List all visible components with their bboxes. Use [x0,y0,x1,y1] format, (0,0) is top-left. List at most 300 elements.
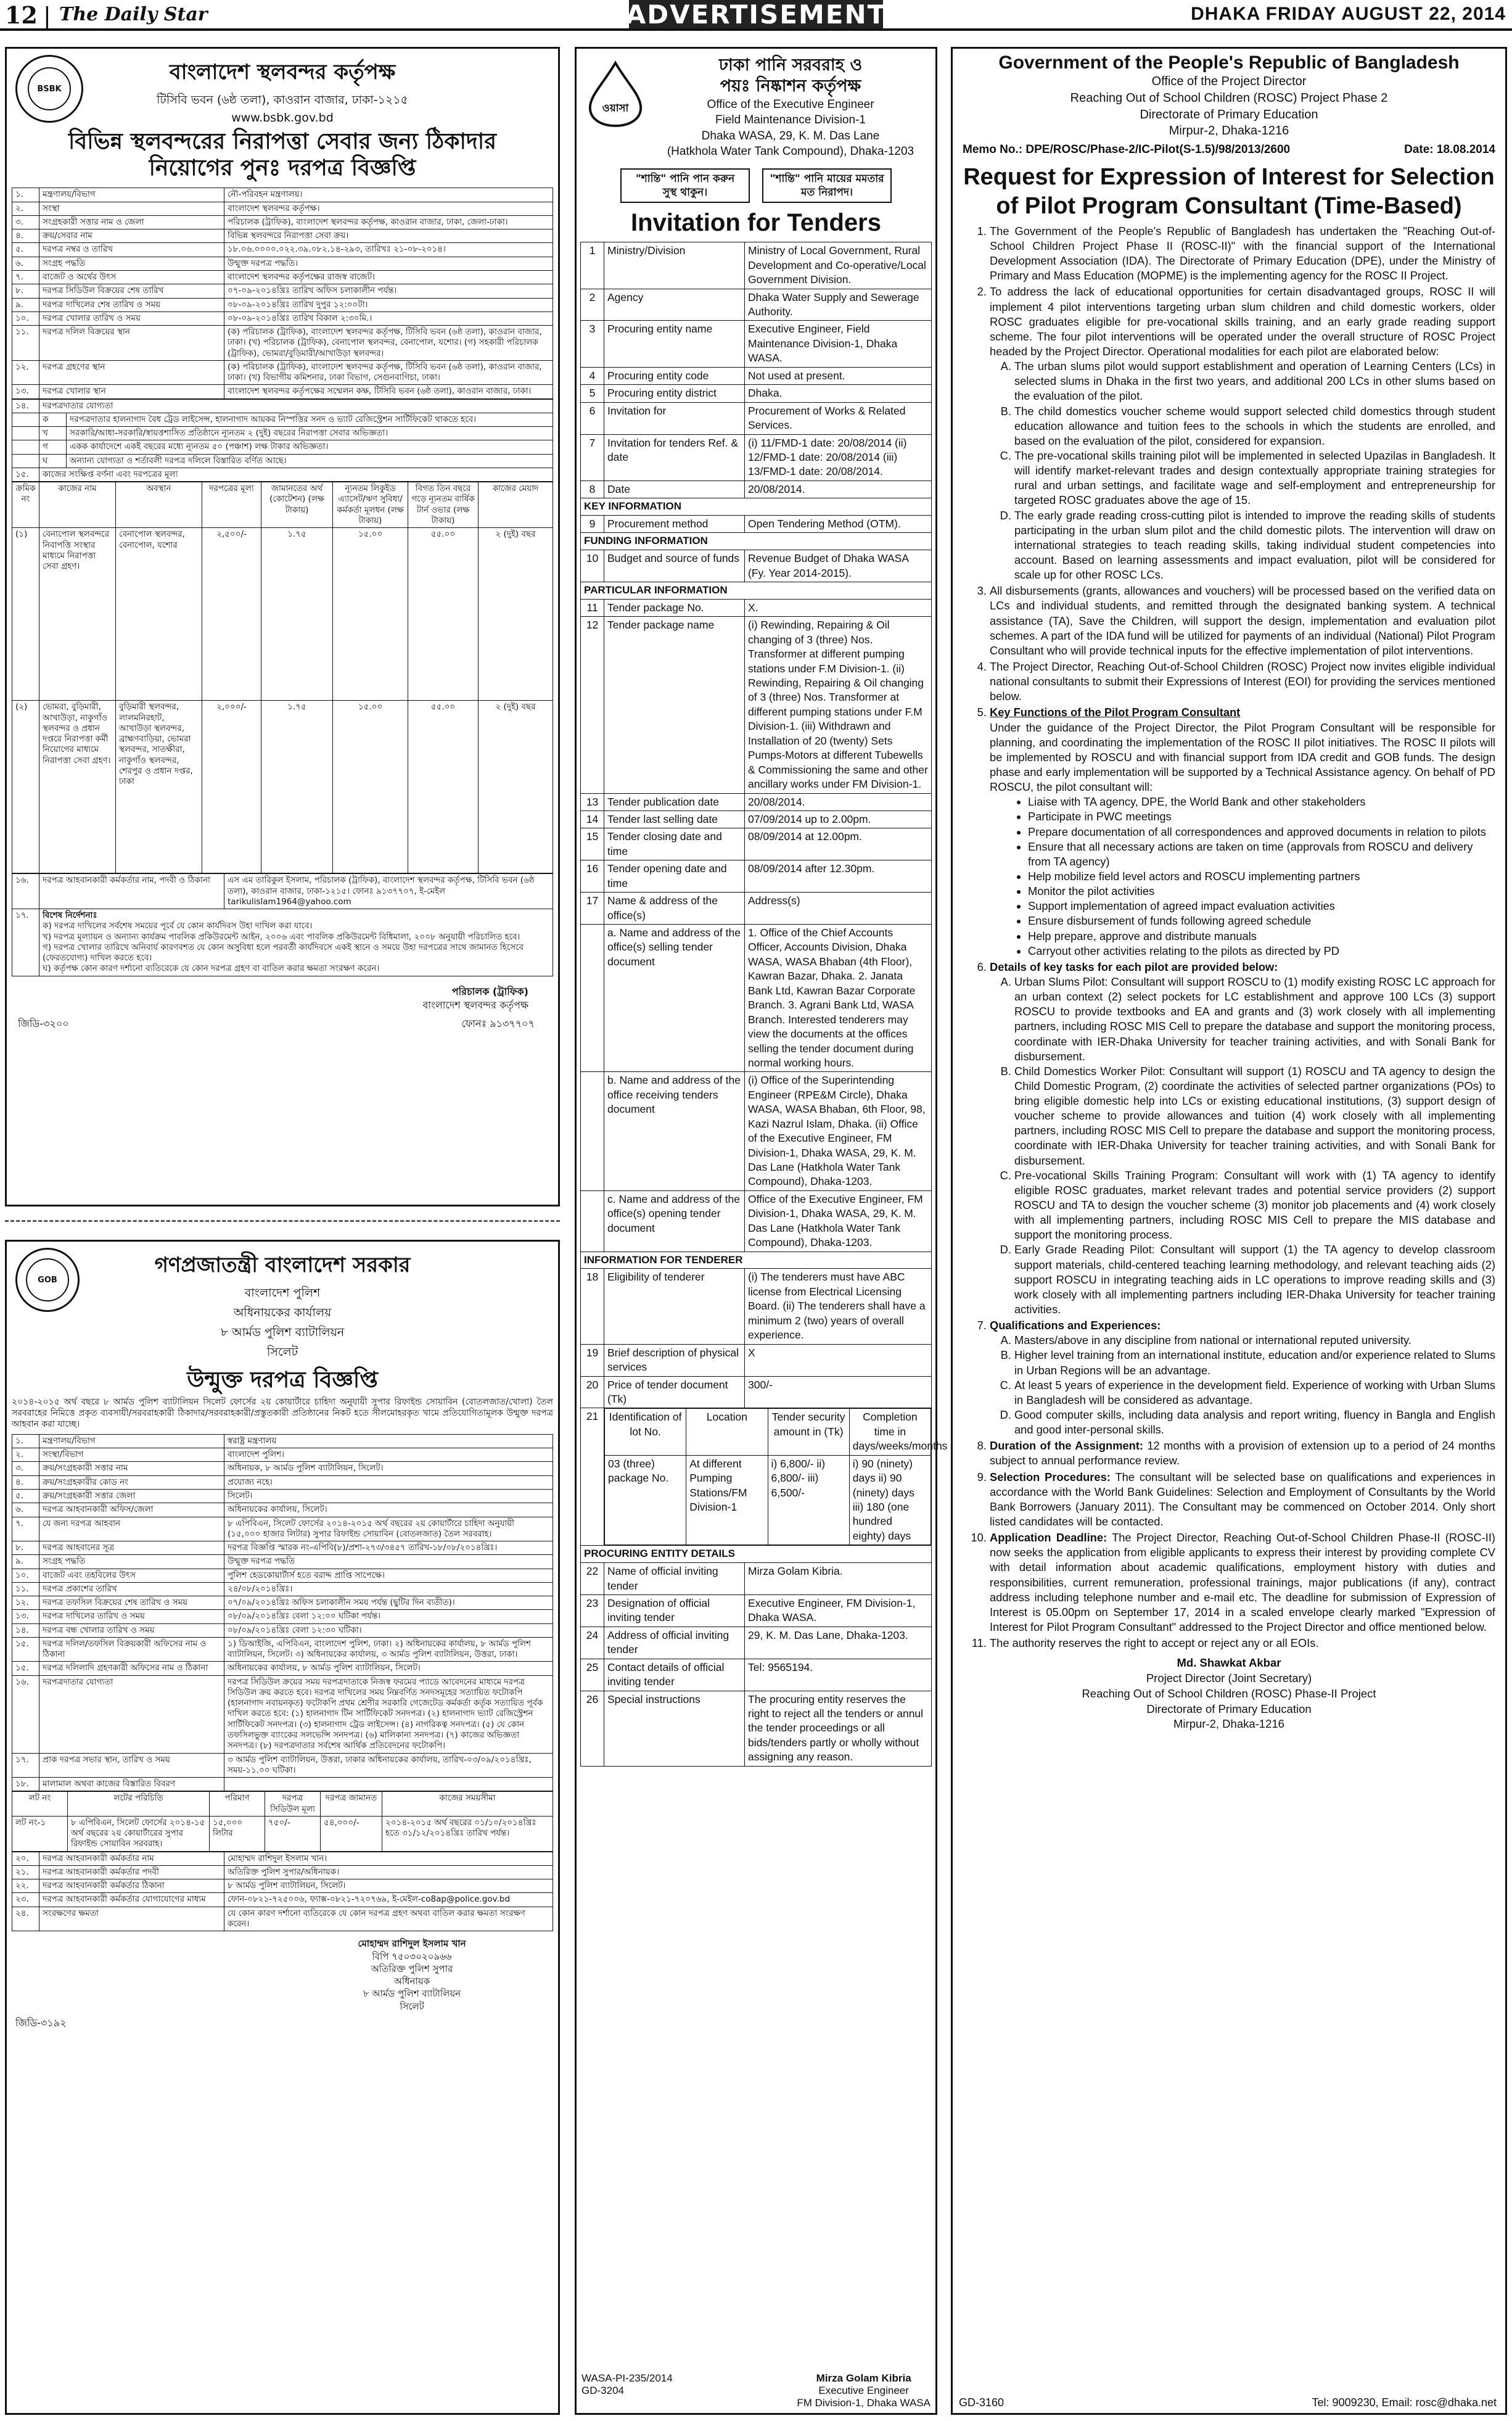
wasa-lot-cell: i) 90 (ninety) days ii) 90 (ninety) days iii) 180 (one hundred eighty) days [849,1455,931,1545]
eoi-p5-bullet: • Help prepare, approve and distribute manuals [1028,929,1495,944]
police-unit: ৮ আর্মড পুলিশ ব্যাটালিয়ন [220,1326,345,1339]
bsbk-row-cell: বাংলাদেশ স্থলবন্দর কর্তৃপক্ষ। [224,202,553,215]
wasa-row-num: 16 [581,860,604,893]
bsbk-row-cell: বিভিন্ন স্থলবন্দরে নিরাপত্তা সেবা ক্রয়। [224,229,553,243]
police-row-cell: ৮ এপিবিএন, সিলেট ফোর্সের ২০১৪-২০১৫ অর্থ বছরের ২য় কোয়ার্টারে চাহিদা অনুযায়ী (১৫,০০০ হাজার লিটার) সুপার রিফাইন্ড সোয়াবিন (বোতলজাত) তৈল সরবরাহ। [224,1517,553,1541]
wasa-row [581,599,932,616]
wasa-row-num: 17 [581,893,604,925]
bsbk-row-cell: ৪. [12,229,39,243]
wasa-lot-cell: 03 (three) package No. [605,1455,686,1545]
police-row-cell: ক্রয়/সংগ্রহকারী সত্তার জেলা [39,1489,224,1503]
wasa-row-num: 15 [581,828,604,860]
bsbk-lot-cell: (১) [12,528,39,701]
wasa-row-num: 25 [581,1659,604,1691]
wasa-row-val: Ministry of Local Government, Rural Development and Co-operative/Local Government Division. [745,242,932,289]
bsbk-lot-cell: ভোমরা, বুড়িমারী, আখাউড়া, নাকুগাঁও স্থলবন্দর ও প্রধান দপ্তরে নিরাপত্তা কর্মী নিয়োগের মাধ্যমে নিরাপত্তা সেবা গ্রহণ। [39,701,116,873]
police-row2-cell: দরপত্র আহবানকারী কর্মকর্তার পদবী [39,1865,224,1879]
bsbk-row-cell: পরিচালক (ট্রাফিক), বাংলাদেশ স্থলবন্দর কর্তৃপক্ষ, কাওরান বাজার, ঢাকা, জেলা-ঢাকা। [224,215,553,229]
bsbk-elig-cell: একক কার্যাদেশে একই বছরের মধ্যে ন্যূনতম ৫০ (পঞ্চাশ) লক্ষ টাকার অভিজ্ঞতা। [67,440,553,454]
police-row-cell: ৩. [12,1462,39,1475]
wasa-row-key: Eligibility of tenderer [604,1269,745,1344]
eoi-para-5: 5. Key Functions of the Pilot Program Consultant Under the guidance of the Project Director, the Pilot Program Consultant will be responsible for planning, and coordinating the implementation of the ROSC II pilot initiatives. The ROSC II pilots will be implemented by ROSCU and with financial support from IDA credit and GOB funds. The design phase and early implementation will be supported by a Technical Assistance agency. On behalf of PD ROSCU, the pilot consultant will: • Liaise with TA agency, DPE, the World Bank and other stakeholders • Participate in PWC meetings • Prepare documentation of all correspondences and approved documents in relation to pilots • Ensure that all necessary actions are taken on time (approvals from ROSCU and delivery from TA agency) • Help mobilize field level actors and ROSCU implementing partners • Monitor the pilot activities • Support implementation of agreed impact evaluation activities • Ensure disbursement of funds following agreed schedule • Help prepare, approve and distribute manuals • Carryout other activities relating to the pilots as directed by PD [990,705,1495,958]
bsbk-row-cell: ১০. [12,311,39,325]
wasa-drop-logo-icon [585,60,646,129]
eoi-sig-line: Md. Shawkat Akbar [1177,1656,1281,1670]
bsbk-title-2: নিয়োগের পুনঃ দরপত্র বিজ্ঞপ্তি [149,155,416,181]
police-row-cell: অধিনায়ক, ৮ আর্মড পুলিশ ব্যাটালিয়ন, সিলেট। [224,1462,553,1475]
wasa-en-line: Field Maintenance Division-1 [715,113,866,127]
wasa-row-val: (i) Rewinding, Repairing & Oil changing of 3 (three) Nos. Transformer at different pumping stations under F.M Division-1. (ii) Rewinding, Repairing & Oil changing of 3 (three) Nos. Transformer at different pumping stations under F.M Division-1. (iii) Withdrawn and Installation of 20 (twenty) Sets Pumps-Motors at different Tubewells & Commissioning the same and other ancillary works under FM Division-1. [745,617,932,793]
bsbk-lot-header: কাজের নাম [39,482,116,528]
page-number: 12 [5,1,38,29]
bsbk-row-cell: বাজেট ও অর্থের উৎস [39,270,224,284]
bsbk-row-cell: ০৮-০৯-২০১৪খ্রিঃ তারিখ দুপুর ১২:০০টা। [224,298,553,311]
bsbk-row-cell: ২. [12,202,39,215]
wasa-row-val: (i) 11/FMD-1 date: 20/08/2014 (ii) 12/FMD-1 date: 20/08/2014 (iii) 13/FMD-1 date: 20/08/2014. [745,434,932,480]
bsbk-row-cell: সংগ্রহকারী সত্তার নাম ও জেলা [39,215,224,229]
wasa-section-label: FUNDING INFORMATION [581,533,932,550]
bsbk-note: ঘ) কর্তৃপক্ষ কোন কারণ দর্শানো ব্যতিরেকে যে কোন দরপত্র গ্রহণ বা বাতিল করার ক্ষমতা সংরক্ষণ করেন। [43,963,380,974]
bsbk-elig-cell [12,454,39,468]
wasa-row [581,550,932,582]
police-row-cell: উন্মুক্ত দরপত্র পদ্ধতি [224,1555,553,1569]
eoi-p5-bullet: • Ensure disbursement of funds following agreed schedule [1028,914,1495,928]
bsbk-lot-header: দরপত্রের মূল্য [202,482,261,528]
wasa-row-key: Invitation for [604,402,745,434]
wasa-row [581,1594,932,1627]
wasa-row-key: Tender package No. [604,599,745,616]
police-row-cell: ০৮/০৯/২০১৪খ্রিঃ বেলা ১২:০০ ঘটিকা পর্যন্ত। [224,1610,553,1623]
bsbk-row-cell: ১৩. [12,385,39,398]
masthead: The Daily Star [59,4,208,25]
bsbk-row-cell: সংস্থা [39,202,224,215]
bsbk-row-cell: ৯. [12,298,39,311]
police-row-cell: অধিনায়কের কার্যালয়, ৮ আর্মড পুলিশ ব্যাটালিয়ন, সিলেট। [224,1662,553,1675]
police-row2-cell: ২০. [12,1852,39,1865]
police-row-cell: ৪. [12,1475,39,1489]
bsbk-row [12,257,553,270]
bsbk-row-cell: উন্মুক্ত দরপত্র পদ্ধতি। [224,257,553,270]
police-row-cell: স্বরাষ্ট্র মন্ত্রণালয় [224,1434,553,1448]
bsbk-elig-row [12,454,553,468]
wasa-lot-vals [605,1455,931,1545]
bsbk-row [12,284,553,298]
eoi-office-line: Mirpur-2, Dhaka-1216 [1169,124,1289,138]
wasa-row [581,1691,932,1766]
eoi-p7-item: C. At least 5 years of experience in the development field. Experience of working with Urban Slums in Bangladesh will be considered as advantage. [1014,1378,1495,1408]
police-lot-cell: ৮ এপিবিএন, সিলেট ফোর্সের ২০১৪-১৫ অর্থ বছরের ২য় কোয়ার্টারের সুপার রিফাইন্ড সোয়াবিন সরবরাহ। [68,1816,210,1851]
wasa-row-num [581,1072,604,1191]
section-banner: ADVERTISEMENT [625,0,887,30]
bsbk-row-cell: ১. [12,188,39,202]
wasa-row-num: 12 [581,617,604,793]
police-row-cell: ০৮/০৯/২০১৪খ্রিঃ বেলা ১২:৩০ ঘটিকা। [224,1623,553,1637]
bsbk-elig-cell [12,413,39,426]
bsbk-elig-row [12,427,553,440]
eoi-p6-item: B. Child Domestics Worker Pilot: Consultant will support (1) ROSCU and TA agency to design the Child Domestic Program, (2) coordinate the activities of selected partner organizations (POs) to bring eligible domestic help into LCs or existing educational institutions, (3) support design of voucher scheme to provide allowances and tuition (4) work closely with all implementing partners, including ROSC MIS Cell to prepare the database and support the monitoring process, coordinate with IER-Dhaka University for teacher training activities, and with Sonali Bank for disbursement. [1014,1064,1495,1168]
wasa-row-key: a. Name and address of the office(s) selling tender document [604,925,745,1072]
police-row-cell: সংগ্রহ পদ্ধতি [39,1555,224,1569]
eoi-signature [963,1656,1495,1732]
wasa-lot-header: Identification of lot No. [605,1409,686,1455]
wasa-row-val: X. [745,599,932,616]
police-row2-cell: ২৪. [12,1907,39,1931]
wasa-row-num: 2 [581,289,604,321]
police-header [7,1242,558,1393]
bsbk-row-cell: দরপত্র গ্রহণের স্থান [39,360,224,385]
wasa-row-num: 20 [581,1376,604,1408]
police-row-cell: দরপত্র বিজ্ঞপ্তি স্মারক নং-এপিবি(৮)/প্রশা-২৭৩/৩৪৫৭ তারিখ-১৮/০৮/২০১৪খ্রিঃ। [224,1541,553,1555]
wasa-row-val: 300/- [745,1376,932,1408]
bsbk-row-cell: বাংলাদেশ স্থলবন্দর কর্তৃপক্ষের রাজস্ব বাজেট। [224,270,553,284]
bsbk-official-table: ১৬. দরপত্র আহবানকারী কর্মকর্তার নাম, পদবী ও ঠিকানা এস এম তারিকুল ইসলাম, পরিচালক (ট্রাফিক), বাংলাদেশ স্থলবন্দর কর্তৃপক্ষ, টিসিবি ভবন (৬ষ্ঠ তলা), কাওরান বাজার, ঢাকা-১২১৫। ফোনঃ ৯১৩৭৭০৭, ই-মেইল tarikulislam1964@yahoo.com ১৭. বিশেষ নির্দেশনাঃ ক) দরপত্র দাখিলের সর্বশেষ সময়ের পূর্বে যে কোন কার্যদিবস উহা দাখিল করা যাবে। খ) দরপত্র মূল্যায়ন ও অন্যান্য কার্যক্রম পাবলিক প্রকিউরমেন্ট আইন, ২০০৬ এবং পাবলিক প্রকিউরমেন্ট বিধিমালা, ২০০৮ অনুযায়ী পরিচালিত হবে। গ) দরপত্র খোলার তারিখে অনিবার্য কারণবশত যে কোন অসুবিধা হলে পরবর্তী কার্যদিবসে একই স্থানে ও সময়ে উহা দরপত্রের সাথে জামানত হিসেবে (ফেরতযোগ্য) দাখিল করতে হবে। ঘ) কর্তৃপক্ষ কোন কারণ দর্শানো ব্যতিরেকে যে কোন দরপত্র গ্রহণ বা বাতিল করার ক্ষমতা সংরক্ষণ করেন। [12,873,553,976]
eoi-title-1: Request for Expression of Interest for Selection [963,164,1495,191]
wasa-lot-header: Completion time in days/weeks/months [849,1409,931,1455]
police-row-cell: প্রাক দরপত্র সভার স্থান, তারিখ ও সময় [39,1753,224,1778]
bsbk-row-cell: ৩. [12,215,39,229]
wasa-row-21 [581,1408,932,1546]
wasa-subrow [581,1072,932,1191]
wasa-row-key: Designation of official inviting tender [604,1594,745,1627]
police-title: উন্মুক্ত দরপত্র বিজ্ঞপ্তি [187,1367,378,1393]
bsbk-row-cell: দরপত্র খোলার স্থান [39,385,224,398]
wasa-title: Invitation for Tenders [631,209,881,237]
eoi-p5-bullet: • Participate in PWC meetings [1028,809,1495,824]
police-row2-cell: দরপত্র আহবানকারী কর্মকর্তার নাম [39,1852,224,1865]
bsbk-row-cell: নৌ-পরিবহন মন্ত্রণালয়। [224,188,553,202]
police-gov: গণপ্রজাতন্ত্রী বাংলাদেশ সরকার [154,1253,411,1277]
wasa-section-label: PARTICULAR INFORMATION [581,582,932,600]
police-row2 [12,1879,553,1893]
wasa-lot-header: Tender security amount in (Tk) [768,1409,849,1455]
bsbk-elig-cell [12,427,39,440]
police-row2-cell: যে কোন কারণ দর্শানো ব্যতিরেকে যে কোন দরপত্র গ্রহণ অথবা বাতিল করার ক্ষমতা সংরক্ষণ করেন। [224,1907,553,1931]
wasa-sig-name: Mirza Golam Kibria [816,2372,911,2384]
police-row [12,1582,553,1596]
bsbk-lot-cell: (২) [12,701,39,873]
wasa-subrow [581,1190,932,1252]
police-dept: বাংলাদেশ পুলিশ [244,1286,321,1300]
eoi-tel[interactable]: Tel: 9009230, Email: rosc@dhaka.net [1312,2396,1497,2409]
bsbk-official-label: দরপত্র আহবানকারী কর্মকর্তার নাম, পদবী ও ঠিকানা [39,874,224,909]
bsbk-row-cell: ১১. [12,326,39,361]
bsbk-lot-cell: ১.৭৫ [261,701,333,873]
wasa-lot-head [605,1409,931,1455]
police-row [12,1778,553,1791]
bsbk-lot-cell: বেনাপোল স্থলবন্দর, বেনাপোল, যশোর [116,528,202,701]
wasa-row-val: 08/09/2014 at 12.00pm. [745,828,932,860]
bsbk-row-cell: ০৮-০৯-২০১৪খ্রিঃ তারিখ বিকাল ২:৩০মি.। [224,311,553,325]
bsbk-elig-cell: গ [39,440,67,454]
eoi-p2-item: A. The urban slums pilot would support establishment and operation of Learning Centers (LCs) in selected slums in Dhaka in the first two years, and additional 200 LCs in other slums based on the evaluation of the pilot. [1014,359,1495,403]
police-row2 [12,1893,553,1907]
bsbk-web[interactable]: www.bsbk.gov.bd [231,111,334,125]
column-divider [5,1220,560,1222]
page-header [0,0,1512,31]
bsbk-lot-header: কাজের মেয়াদ [479,482,553,528]
wasa-row-num: 6 [581,402,604,434]
bsbk-official-email[interactable]: tarikulislam1964@yahoo.com [228,896,351,907]
wasa-row-num: 14 [581,810,604,828]
wasa-section [581,1252,932,1269]
wasa-row [581,1376,932,1408]
eoi-office-line: Reaching Out of School Children (ROSC) Project Phase 2 [1070,91,1388,105]
bsbk-row-cell: মন্ত্রণালয়/বিভাগ [39,188,224,202]
wasa-row [581,1269,932,1344]
eoi-p6-item: D. Early Grade Reading Pilot: Consultant will support (1) the TA agency to develop classroom support materials, child-centered teaching learning methodology, and relevant teaching aids (2) support ROSCU in integrating teaching aids in LC operations to improve reading skills and (3) work closely with all implementing partners including IER-Dhaka University for teacher training activities. [1014,1242,1495,1317]
police-row-cell: ক্রয়/সংগ্রহকারীর কোড নং [39,1475,224,1489]
police-row-cell: ৯. [12,1555,39,1569]
police-row-cell: দরপত্র প্রকাশের তারিখ [39,1582,224,1596]
eoi-para-2: 2. To address the lack of educational opportunities for certain disadvantaged groups, ROSC II will implement 4 pilot interventions targeting urban slum children and child domestic workers, older ROSC graduates eligible for pre-vocational skills training, and an early grade reading support scheme. The four pilot interventions will be operated under the overall structure of ROSC Project headed by the Project Director. Operational modalities for each pilot are elaborated below: A. The urban slums pilot would support establishment and operation of Learning Centers (LCs) in selected slums in Dhaka in the first two years, and additional 200 LCs in other slums based on the evaluation of the pilot. B. The child domestics voucher scheme would support selected child domestics through student education allowance and tuition fees to the schools in which the students are enrolled, and based on the evaluation of the pilot, considered for expansion. C. The pre-vocational skills training pilot will be implemented in selected Upazilas in Bangladesh. It will identify market-relevant trades and design contextually appropriate training strategies for rural and urban settings, and facilitate wage and self-employment and entrepreneurship for targeted ROSC graduates above the age of 15. D. The early grade reading cross-cutting pilot is intended to improve the reading skills of students participating in the urban slum pilot and the child domestic pilots. The intervention will draw on international strategies to teach reading skills, taking individual student competencies into account. Based on learning assessments and impact evaluation, pilot will be considered for scale up for other ROSC LCs. [990,284,1495,582]
bsbk-seal-icon: BSBK [15,55,83,123]
police-row-cell: দরপত্র দলিলাদি গ্রহণকারী অফিসের নাম ও ঠিকানা [39,1662,224,1675]
eoi-date: Date: 18.08.2014 [1404,143,1495,157]
police-code: জিডি-৩১৯২ [15,2016,67,2029]
police-row [12,1541,553,1555]
bsbk-row-cell: ক্রয়/সেবার নাম [39,229,224,243]
police-row-cell: ১৪. [12,1623,39,1637]
police-row [12,1503,553,1517]
wasa-slogan-2: "শান্তি" পানি মায়ের মমতার মত নিরাপদ। [762,168,892,203]
wasa-row-key: Tender closing date and time [604,828,745,860]
wasa-row [581,289,932,321]
bsbk-code: জিডি-৩২০০ [18,1018,69,1030]
police-row [12,1662,553,1675]
police-ad [5,1240,560,2415]
wasa-lot-table [604,1408,948,1545]
wasa-row-num: 24 [581,1627,604,1659]
wasa-row-num: 11 [581,599,604,616]
bsbk-lot-header: ক্রমিক নং [12,482,39,528]
bsbk-header [7,49,558,181]
police-row-cell: ১৩. [12,1610,39,1623]
wasa-bn-1: ঢাকা পানি সরবরাহ ও [718,56,863,75]
wasa-row [581,242,932,289]
wasa-row [581,1627,932,1659]
police-row-cell: সংস্থা/বিভাগ [39,1448,224,1462]
bsbk-elig-cell: সরকারি/আধা-সরকারি/স্বায়ত্তশাসিত প্রতিষ্ঠানে ন্যূনতম ২ (দুই) বছরের নিরাপত্তা সেবার অভিজ্ঞতা। [67,427,553,440]
wasa-row-val: Executive Engineer, Field Maintenance Division-1, Dhaka WASA. [745,321,932,367]
eoi-memo: Memo No.: DPE/ROSC/Phase-2/IC-Pilot(S-1.5)/98/2013/2600 [963,143,1291,157]
wasa-row [581,1659,932,1691]
wasa-row-val: 20/08/2014. [745,793,932,810]
eoi-ad [951,47,1507,2415]
bsbk-row-cell: ৭. [12,270,39,284]
police-row-cell: মালামাল অথবা কাজের বিস্তারিত বিবরণ [39,1778,224,1791]
wasa-slogans [577,168,935,203]
wasa-row [581,321,932,367]
police-row-cell: ১৫. [12,1637,39,1662]
bsbk-lots-label: কাজের সংক্ষিপ্ত বর্ণনা এবং দরপত্রের মূল্য [39,468,553,481]
eoi-p6-item: A. Urban Slums Pilot: Consultant will support ROSCU to (1) modify existing ROSC LC approach for an urban context (2) select pockets for LC establishment and approve 100 LCs (3) support ROSCU to provide textbooks and EA and grants and (3) work closely with all implementing partners, including ROSC MIS Cell to prepare the database and support the monitoring process, coordinate with IER-Dhaka University for teacher training activities, and with Sonali Bank for disbursement. [1014,975,1495,1064]
eoi-para-10: 10. Application Deadline: The Project Director, Reaching Out-of-School Children Phase-II (ROSC-II) now seeks the application from eligible applicants to express their interest by providing complete CV with detail information about academic qualifications, employment history with duties and responsibilities, current remuneration, professional trainings, major publications (if any), contract address including telephone number and e-mail etc. The deadline for submission of Expression of Interest is 05.00pm on September 17, 2014 in a scaled envelope clearly marked "Expression of Interest for Pilot Program Consultant" addressed to the Project Director and office mentioned below. [990,1530,1495,1635]
police-row-cell: ১৬. [12,1675,39,1753]
police-lot-cell: ২০১৪-২০১৫ অর্থ বছরের ০১/১০/২০১৪খ্রিঃ হতে ৩১/১২/২০১৪খ্রিঃ তারিখ পর্যন্ত। [382,1816,553,1851]
bsbk-row-cell: দরপত্র দাখিলের শেষ তারিখ ও সময় [39,298,224,311]
bsbk-row [12,298,553,311]
bsbk-row [12,229,553,243]
wasa-row-num: 3 [581,321,604,367]
police-row2-cell: সংরক্ষণের ক্ষমতা [39,1907,224,1931]
police-row-cell: দরপত্র সিডিউল ক্রয়ের সময় দরপত্রদাতাকে নিজস্ব ফরমের প্যাডে আবেদনের মাধ্যমে দরপত্র সিডিউল ক্রয় করতে হবে। দরপত্র দাখিলের সময় নিম্নবর্ণিত সনদসমূহের সত্যায়িত ফটোকপি (হালনাগাদ নবায়নকৃত) ফটোকপি প্রথম শ্রেণীর সরকারি গেজেটেড কর্মকর্তা কর্তৃক সত্যায়িত পূর্বক দাখিল করতে হবে: (১) হালনাগাদ টিন সার্টিফিকেট সনদপত্র। (২) হালনাগাদ ভ্যাট রেজিস্ট্রেশন সার্টিফিকেট সনদপত্র। (৩) হালনাগাদ ট্রেড লাইসেন্স। (৪) নাগরিকত্ব সনদপত্র। (৫) যে কোন তফসিলভুক্ত ব্যাংকের সলভেন্সি সনদপত্র। (৬) মালিকানা সনদপত্র। (৭) কাজের অভিজ্ঞতা সনদপত্র। (৮) দরপত্রদাতার সর্বশেষ আর্থিক প্রতিবেদনের ফটোকপি। [224,1675,553,1753]
eoi-memo-line [963,143,1495,157]
wasa-row-val: Procurement of Works & Related Services. [745,402,932,434]
wasa-row-num: 10 [581,550,604,582]
police-row-cell: পুলিশ হেডকোয়ার্টার্স হতে বরাদ্দ প্রাপ্তি সাপেক্ষে। [224,1569,553,1582]
bsbk-row-cell: দরপত্র সিডিউল বিক্রয়ের শেষ তারিখ [39,284,224,298]
bsbk-note: গ) দরপত্র খোলার তারিখে অনিবার্য কারণবশত যে কোন অসুবিধা হলে পরবর্তী কার্যদিবসে একই স্থানে ও সময়ে উহা দরপত্রের সাথে জামানত হিসেবে (ফেরতযোগ্য) দাখিল করতে হবে। [43,942,524,963]
police-row-cell: দরপত্র আহবানকারী অফিস/জেলা [39,1503,224,1517]
police-row [12,1675,553,1753]
police-signature [271,1931,553,2013]
wasa-en-line: (Hatkhola Water Tank Compound), Dhaka-1203 [667,145,914,159]
bsbk-elig-row [12,440,553,454]
wasa-row-num: 23 [581,1594,604,1627]
wasa-row-val: Office of the Executive Engineer, FM Division-1, Dhaka WASA, 29, K. M. Das Lane (Hatkhola Water Tank Compound), Dhaka-1203. [745,1190,932,1252]
wasa-subrow [581,925,932,1072]
wasa-row [581,1344,932,1376]
wasa-row-val: Not used at present. [745,367,932,384]
wasa-row-val: Mirza Golam Kibria. [745,1563,932,1595]
wasa-row-key: Ministry/Division [604,242,745,289]
bsbk-elig-cell: ঘ [39,454,67,468]
wasa-slogan-1: "শান্তি" পানি পান করুন সুস্থ থাকুন। [620,168,750,203]
police-row2-cell: ৮ আর্মড পুলিশ ব্যাটালিয়ন, সিলেট। [224,1879,553,1893]
wasa-row [581,860,932,893]
wasa-row-key: b. Name and address of the office receiving tenders document [604,1072,745,1191]
bsbk-row [12,326,553,361]
bsbk-row [12,215,553,229]
wasa-row-key: Special instructions [604,1691,745,1766]
wasa-section-label: INFORMATION FOR TENDERER [581,1252,932,1269]
wasa-row [581,385,932,402]
wasa-row-key: Address of official inviting tender [604,1627,745,1659]
wasa-row-key: Procurement method [604,516,745,533]
wasa-section-label: KEY INFORMATION [581,498,932,516]
eoi-para-9: 9. Selection Procedures: The consultant will be selected base on qualifications and experiences in accordance with the World Bank Guidelines: Selection and Employment of Consultants by the World Bank Borrowers (January 2011). The Consultant may be commenced on October 2014. Only short listed candidates will be contacted. [990,1470,1495,1530]
wasa-row [581,516,932,533]
eoi-p5-bullet: • Prepare documentation of all correspondences and approved documents in relation to pilots [1028,825,1495,839]
eoi-p5-bullet: • Liaise with TA agency, DPE, the World Bank and other stakeholders [1028,794,1495,809]
eoi-sig-line: Directorate of Primary Education [1146,1702,1312,1715]
wasa-row-val: X [745,1344,932,1376]
wasa-row-num: 22 [581,1563,604,1595]
wasa-row-key: Tender opening date and time [604,860,745,893]
wasa-logo-label: ওয়াসা [602,102,629,114]
eoi-p5-bullet: • Monitor the pilot activities [1028,884,1495,899]
police-row2-cell: ফোন-০৮২১-৭২৫০০৬, ফ্যাক্স-০৮২১-৭২০৭৬৯, ই-মেইল-co8ap@police.gov.bd [224,1893,553,1907]
wasa-section [581,1546,932,1563]
wasa-lot-header: Location [686,1409,768,1455]
wasa-row-key: Procuring entity district [604,385,745,402]
eoi-p2-item: D. The early grade reading cross-cutting pilot is intended to improve the reading skills of students participating in the urban slum pilot and the child domestic pilots. The intervention will draw on international strategies to teach reading skills, taking individual student competencies into account. Based on learning assessments and impact evaluation, pilot will be considered for scale up for other ROSC LCs. [1014,508,1495,583]
police-intro: ২০১৪-২০১৫ অর্থ বছরে ৮ আর্মড পুলিশ ব্যাটালিয়ন সিলেট ফোর্সের ২য় কোয়ার্টারে চাহিদা অনুযায়ী সুপার রিফাইন্ড সোয়াবিন (বোতলজাত/খোলা) তৈল সরবরাহের নিমিত্তে প্রকৃত ব্যবসায়ী/সরবরাহকারী ঠিকাদার/সরবরাহকারী/প্রস্তুতকারী প্রতিষ্ঠানের নিকট হতে সীলমোহরকৃত খামে প্রতিযোগিতামূলক উন্মুক্ত দরপত্র আহবান করা যাচ্ছে। [12,1397,553,1429]
bsbk-sign-title: পরিচালক (ট্রাফিক) [451,985,528,997]
wasa-row-key: Tender last selling date [604,810,745,828]
wasa-ad [575,47,948,2415]
wasa-row [581,828,932,860]
bsbk-elig-row [12,413,553,426]
eoi-para-1: 1. The Government of the People's Republic of Bangladesh has undertaken the "Reaching Out-of-School Children Project Phase II (ROSC-II)" with the financial support of the International Development Association (IDA). The Directorate of Primary Education (DPE), under the Ministry of Primary and Mass Education (MOPME) is the implementing agency for the ROSC II Project. [990,224,1495,284]
police-lot-table [12,1791,553,1851]
bsbk-official-num: ১৬. [12,874,39,909]
wasa-row-key: Procuring entity code [604,367,745,384]
eoi-sig-line: Project Director (Joint Secretary) [1146,1672,1312,1685]
wasa-row [581,434,932,480]
bsbk-lots-table [12,482,553,873]
police-sig-line: অধিনায়ক [393,1976,430,1987]
police-row-cell: অধিনায়কের কার্যালয়, সিলেট। [224,1503,553,1517]
wasa-row-num [581,1190,604,1252]
police-row2-cell: অতিরিক্ত পুলিশ সুপার/অধিনায়ক। [224,1865,553,1879]
wasa-row-key: c. Name and address of the office(s) opening tender document [604,1190,745,1252]
police-row [12,1475,553,1489]
bsbk-lot-cell: ৫৫.০০ [408,701,479,873]
wasa-row-num: 19 [581,1344,604,1376]
wasa-row-val: Executive Engineer, FM Division-1, Dhaka WASA. [745,1594,932,1627]
bsbk-elig-cell: অন্যান্য যোগ্যতা ও শর্তাবলী দরপত্র দলিলে বিস্তারিত বর্ণিত আছে। [67,454,553,468]
wasa-sig-title: Executive Engineer [818,2385,909,2396]
police-row-cell: ১৭. [12,1753,39,1778]
bsbk-elig-cell: খ [39,427,67,440]
wasa-row-key: Contact details of official inviting tender [604,1659,745,1691]
wasa-row [581,793,932,810]
bsbk-official-value: এস এম তারিকুল ইসলাম, পরিচালক (ট্রাফিক), বাংলাদেশ স্থলবন্দর কর্তৃপক্ষ, টিসিবি ভবন (৬ষ্ঠ তলা), কাওরান বাজার, ঢাকা-১২১৫। ফোনঃ ৯১৩৭৭০৭, ই-মেইল [228,875,535,896]
wasa-row [581,1563,932,1595]
bsbk-row [12,360,553,385]
police-row-cell: বাজেট এবং তহবিলের উৎস [39,1569,224,1582]
police-row-cell: ২. [12,1448,39,1462]
wasa-en-line: Office of the Executive Engineer [707,97,874,111]
bsbk-lot-cell: ২ (দুই) বছর [479,701,553,873]
police-row-cell: ৬. [12,1503,39,1517]
police-lot-header: দরপত্র সিডিউল মূল্য [265,1792,321,1817]
bsbk-note: ক) দরপত্র দাখিলের সর্বশেষ সময়ের পূর্বে যে কোন কার্যদিবস উহা দাখিল করা যাবে। [43,921,313,931]
wasa-ref: WASA-PI-235/2014 [581,2372,673,2384]
wasa-row-val: 07/09/2014 up to 2.00pm. [745,810,932,828]
police-row-cell: যে জন্য দরপত্র আহবান [39,1517,224,1541]
police-row-cell: ১. [12,1434,39,1448]
eoi-para-7: 7. Qualifications and Experiences: A. Masters/above in any discipline from national or international reputed university. B. Higher level training from an international institute, education and/or experience related to Slums in Urban Regions will be an advantage. C. At least 5 years of experience in the development field. Experience of working with Urban Slums in Bangladesh will be considered as advantage. D. Good computer skills, including data analysis and report writing, fluency in Bangla and English and good inter-personal skills. [990,1318,1495,1437]
police-row2-cell: ২৩. [12,1893,39,1907]
police-row2-cell: মোহাম্মদ রাশিদুল ইসলাম খান। [224,1852,553,1865]
eoi-p7-item: D. Good computer skills, including data analysis and report writing, fluency in Bangla and English and good inter-personal skills. [1014,1408,1495,1437]
police-city: সিলেট [266,1345,298,1359]
bsbk-elig-cell: ক [39,413,67,426]
wasa-row-key: Name & address of the office(s) [604,893,745,925]
wasa-row-key: Tender package name [604,617,745,793]
bsbk-title-1: বিভিন্ন স্থলবন্দরের নিরাপত্তা সেবার জন্য ঠিকাদার [68,129,497,154]
bsbk-lot-row [12,528,553,701]
wasa-row-val: Address(s) [745,893,932,925]
wasa-row-val: 29, K. M. Das Lane, Dhaka-1203. [745,1627,932,1659]
police-official-table [12,1852,553,1932]
police-row [12,1555,553,1569]
bsbk-row-cell: ৬. [12,257,39,270]
police-lot-header: লট নং [12,1792,68,1817]
wasa-row-val: 20/08/2014. [745,480,932,498]
wasa-row-val: Dhaka Water Supply and Sewerage Authority. [745,289,932,321]
eoi-office [963,73,1495,139]
police-lot-cell: ৭৫০/- [265,1816,321,1851]
wasa-section [581,533,932,550]
police-office: অধিনায়কের কার্যালয় [233,1306,332,1319]
police-row [12,1489,553,1503]
bsbk-lot-cell: ২,০০০/- [202,701,261,873]
police-sig-line: সিলেট [400,2000,424,2012]
wasa-row-num: 7 [581,434,604,480]
